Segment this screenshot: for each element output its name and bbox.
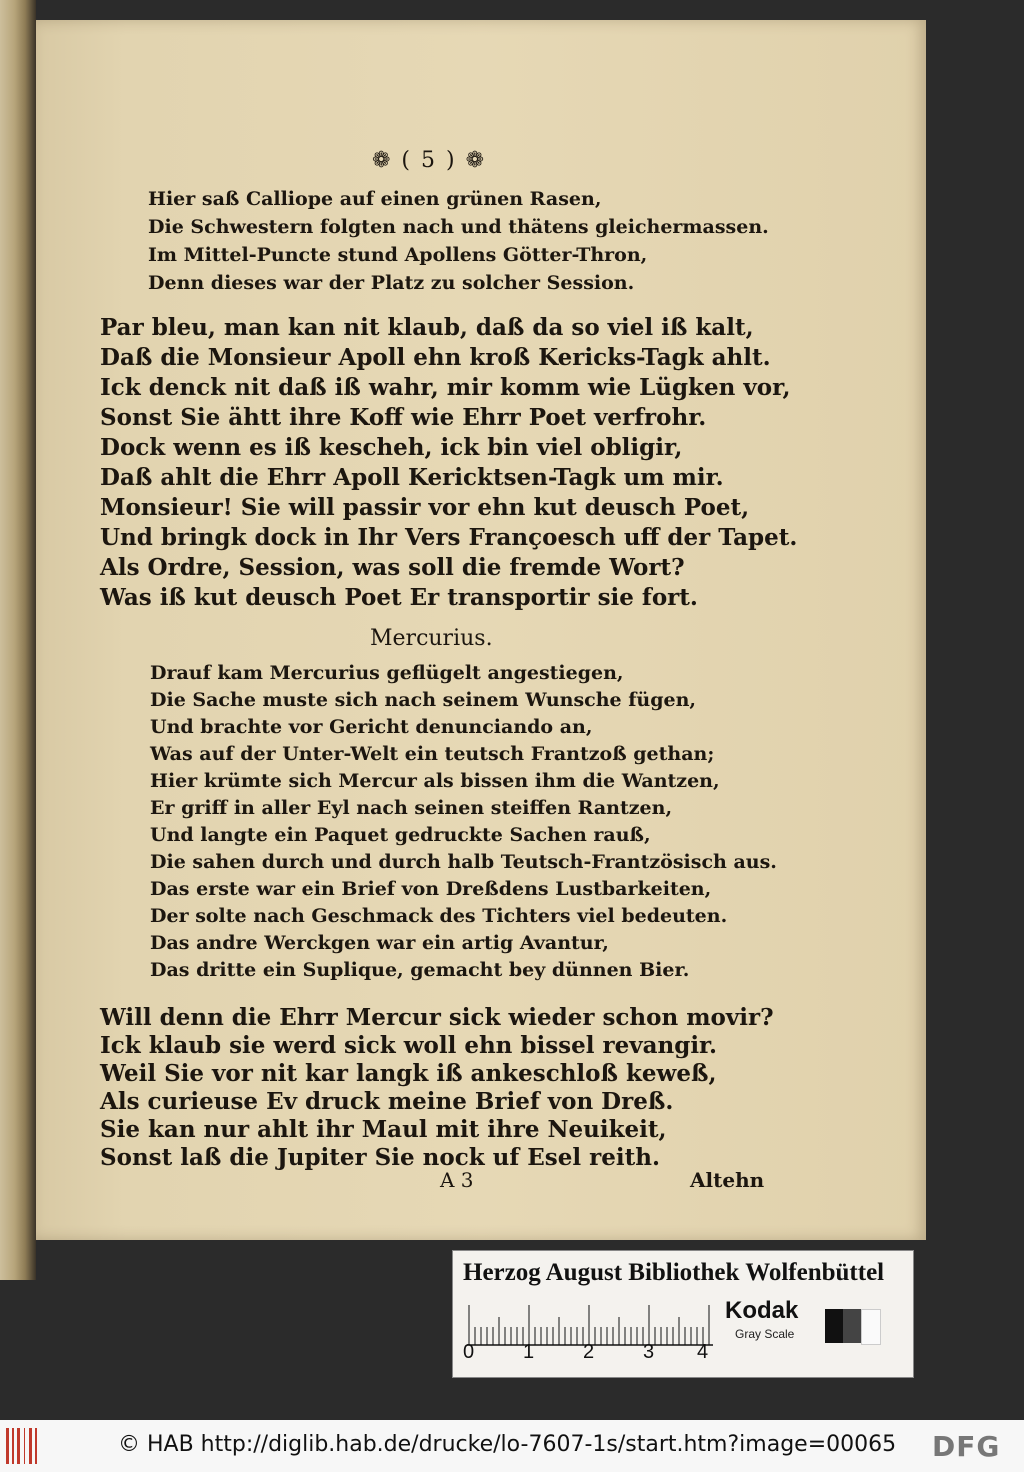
verse-line: Sonst Sie ähtt ihre Koff wie Ehrr Poet verfrohr. <box>100 404 707 431</box>
verse-line: Die sahen durch und durch halb Teutsch-Frantzösisch aus. <box>150 851 777 873</box>
dfg-logo: DFG <box>932 1430 1001 1463</box>
verse-line: Und brachte vor Gericht denunciando an, <box>150 716 593 738</box>
copyright-link[interactable]: © HAB http://diglib.hab.de/drucke/lo-7607-1s/start.htm?image=00065 <box>118 1432 897 1457</box>
verse-line: Das erste war ein Brief von Dreßdens Lustbarkeiten, <box>150 878 712 900</box>
verse-line: Ick klaub sie werd sick woll ehn bissel revangir. <box>100 1032 718 1059</box>
verse-line: Die Schwestern folgten nach und thätens gleichermassen. <box>148 216 769 238</box>
ruler-number: 3 <box>643 1341 655 1363</box>
verse-line: Ick denck nit daß iß wahr, mir komm wie Lügken vor, <box>100 374 791 401</box>
verse-line: Als curieuse Ev druck meine Brief von Dreß. <box>100 1088 674 1115</box>
section-heading: Mercurius. <box>370 626 493 651</box>
verse-line: Drauf kam Mercurius geflügelt angestiegen, <box>150 662 624 684</box>
verse-line: Was iß kut deusch Poet Er transportir sie fort. <box>100 584 698 611</box>
verse-line: Dock wenn es iß kescheh, ick bin viel obligir, <box>100 434 683 461</box>
verse-line: Par bleu, man kan nit klaub, daß da so viel iß kalt, <box>100 314 754 341</box>
verse-line: Weil Sie vor nit kar langk iß ankeschloß keweß, <box>100 1060 717 1087</box>
ruler-number: 2 <box>583 1341 595 1363</box>
verse-line: Das andre Werckgen war ein artig Avantur, <box>150 932 609 954</box>
verse-line: Im Mittel-Puncte stund Apollens Götter-Thron, <box>148 244 648 266</box>
barcode-icon <box>6 1428 52 1464</box>
verse-line: Hier krümte sich Mercur als bissen ihm die Wantzen, <box>150 770 720 792</box>
footer-bar <box>0 1420 1024 1472</box>
verse-line: Monsieur! Sie will passir vor ehn kut deusch Poet, <box>100 494 750 521</box>
verse-line: Er griff in aller Eyl nach seinen steiffen Rantzen, <box>150 797 673 819</box>
verse-line: Hier saß Calliope auf einen grünen Rasen, <box>148 188 602 210</box>
book-page <box>36 20 926 1240</box>
verse-line: Sonst laß die Jupiter Sie nock uf Esel reith. <box>100 1144 660 1171</box>
verse-line: Will denn die Ehrr Mercur sick wieder schon movir? <box>100 1004 774 1031</box>
verse-line: Der solte nach Geschmack des Tichters viel bedeuten. <box>150 905 728 927</box>
book-spine-edge <box>0 0 36 1280</box>
verse-line: Und bringk dock in Ihr Vers Françoesch uff der Tapet. <box>100 524 798 551</box>
library-color-card <box>452 1250 914 1378</box>
verse-line: Was auf der Unter-Welt ein teutsch Frantzoß gethan; <box>150 743 715 765</box>
gray-swatch-dark <box>843 1309 861 1343</box>
signature-mark: A 3 <box>440 1168 474 1192</box>
verse-line: Denn dieses war der Platz zu solcher Session. <box>148 272 635 294</box>
page-number: ❁ ( 5 ) ❁ <box>372 148 487 173</box>
gray-swatch-black <box>825 1309 843 1343</box>
verse-line: Daß ahlt die Ehrr Apoll Kericktsen-Tagk um mir. <box>100 464 724 491</box>
verse-line: Die Sache muste sich nach seinem Wunsche fügen, <box>150 689 697 711</box>
gray-scale-label: Gray Scale <box>735 1327 795 1341</box>
verse-line: Und langte ein Paquet gedruckte Sachen rauß, <box>150 824 651 846</box>
verse-line: Sie kan nur ahlt ihr Maul mit ihre Neuikeit, <box>100 1116 667 1143</box>
kodak-logo: Kodak <box>725 1297 799 1324</box>
ruler-number: 0 <box>463 1341 475 1363</box>
verse-line: Als Ordre, Session, was soll die fremde Wort? <box>100 554 685 581</box>
ruler-number: 1 <box>523 1341 535 1363</box>
library-name: Herzog August Bibliothek Wolfenbüttel <box>463 1259 885 1286</box>
verse-line: Daß die Monsieur Apoll ehn kroß Kericks-Tagk ahlt. <box>100 344 771 371</box>
verse-line: Das dritte ein Suplique, gemacht bey dünnen Bier. <box>150 959 690 981</box>
gray-swatch-white <box>861 1309 881 1345</box>
catchword: Altehn <box>690 1168 765 1192</box>
ruler-number: 4 <box>697 1341 709 1363</box>
